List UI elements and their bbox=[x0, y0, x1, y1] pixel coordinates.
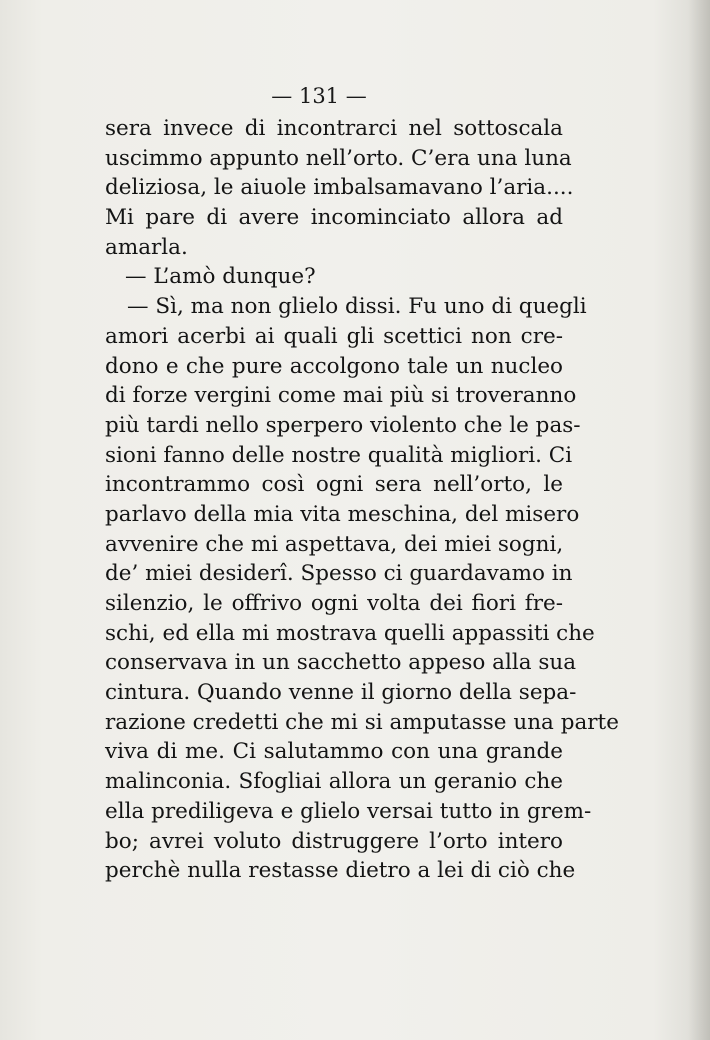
text-line: ella prediligeva e glielo versai tutto in grem- bbox=[105, 798, 592, 824]
text-line: uscimmo appunto nell’orto. C’era una luna bbox=[105, 145, 572, 171]
page-edge-shadow bbox=[688, 0, 710, 1040]
text-line: de’ miei desiderî. Spesso ci guardavamo in bbox=[105, 561, 573, 587]
text-line: incontrammo così ogni sera nell’orto, le bbox=[105, 472, 563, 498]
text-line: — L’amò dunque? bbox=[125, 264, 316, 290]
text-line: conservava in un sacchetto appeso alla sua bbox=[105, 650, 577, 676]
text-line: — Sì, ma non glielo dissi. Fu uno di quegli bbox=[127, 294, 587, 320]
text-line: amori acerbi ai quali gli scettici non cre- bbox=[105, 323, 563, 349]
text-line: sera invece di incontrarci nel sottoscala bbox=[105, 116, 563, 141]
text-line: silenzio, le offrivo ogni volta dei fiori fre- bbox=[105, 591, 563, 616]
text-line: dono e che pure accolgono tale un nucleo bbox=[105, 353, 563, 379]
text-line: più tardi nello sperpero violento che le pas- bbox=[105, 412, 581, 438]
text-line: schi, ed ella mi mostrava quelli appassiti che bbox=[105, 620, 595, 646]
text-line: di forze vergini come mai più si troveranno bbox=[105, 383, 577, 409]
text-line: avvenire che mi aspettava, dei miei sogni, bbox=[105, 531, 564, 557]
text-line: razione credetti che mi si amputasse una parte bbox=[105, 709, 619, 735]
text-line: cintura. Quando venne il giorno della sepa- bbox=[105, 680, 577, 706]
text-line: sioni fanno delle nostre qualità migliori. Ci bbox=[105, 442, 573, 468]
page-number: — 131 — bbox=[271, 84, 367, 108]
text-line: deliziosa, le aiuole imbalsamavano l’aria.... bbox=[105, 175, 574, 201]
text-line: Mi pare di avere incominciato allora ad bbox=[105, 205, 563, 231]
text-line: viva di me. Ci salutammo con una grande bbox=[105, 739, 563, 765]
text-line: amarla. bbox=[105, 234, 188, 260]
body-text bbox=[105, 114, 619, 886]
text-line: malinconia. Sfogliai allora un geranio che bbox=[105, 769, 563, 795]
text-line: bo; avrei voluto distruggere l’orto intero bbox=[105, 828, 563, 854]
text-line: parlavo della mia vita meschina, del misero bbox=[105, 501, 580, 527]
text-line: perchè nulla restasse dietro a lei di ciò che bbox=[105, 858, 576, 884]
